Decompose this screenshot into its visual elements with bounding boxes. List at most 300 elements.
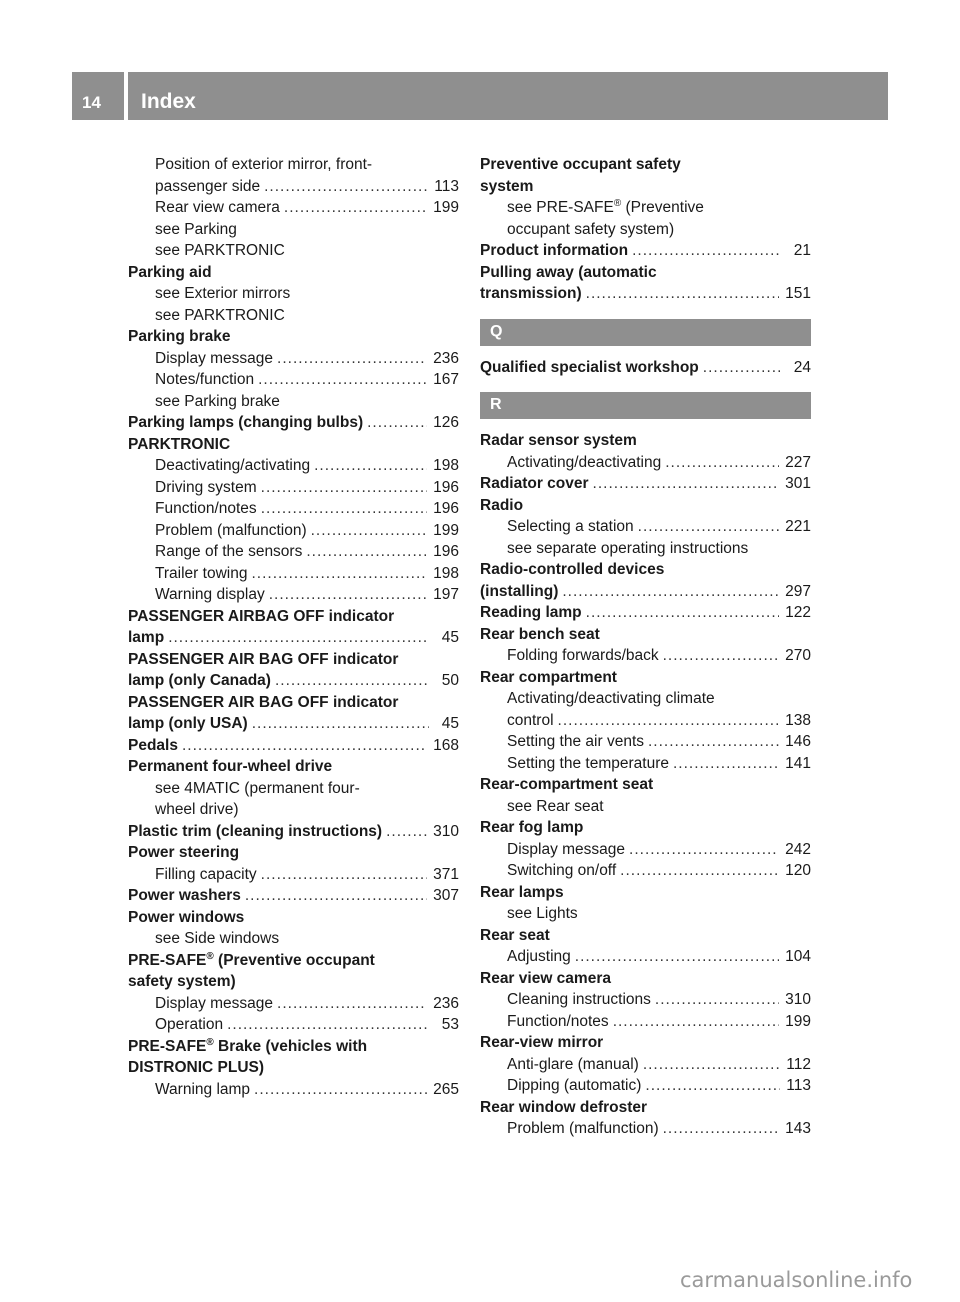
leader-dots (643, 1054, 780, 1076)
page-number: 14 (82, 93, 101, 112)
index-entry[interactable] (480, 602, 811, 624)
index-subentry (128, 283, 459, 305)
page-reference[interactable]: 242 (785, 840, 811, 858)
entry-text: Folding forwards/back (507, 647, 659, 664)
index-entry (480, 262, 811, 284)
leader-dots (261, 498, 427, 520)
leader-dots (638, 516, 779, 538)
entry-label (128, 821, 382, 843)
index-entry (480, 1097, 811, 1119)
index-entry (128, 1057, 459, 1079)
page-reference[interactable]: 45 (441, 629, 459, 646)
entry-text: Notes/function (155, 371, 255, 388)
entry-text: PASSENGER AIR BAG OFF indicator (128, 650, 399, 668)
index-subentry[interactable] (480, 452, 811, 474)
page-reference[interactable]: 112 (786, 1055, 811, 1073)
entry-text: Cleaning instructions (507, 991, 651, 1008)
leader-dots (613, 1011, 779, 1033)
entry-text: Power steering (128, 844, 240, 861)
page-reference[interactable]: 236 (433, 349, 459, 367)
page-reference[interactable]: 21 (793, 242, 811, 259)
entry-label (507, 219, 674, 241)
section-letter: Q (490, 322, 503, 340)
index-subentry[interactable] (128, 520, 459, 542)
entry-label (507, 688, 715, 710)
index-entry[interactable] (128, 821, 459, 843)
entry-label (128, 1057, 264, 1079)
entry-label (480, 559, 664, 581)
index-entry (480, 882, 811, 904)
entry-text: Function/notes (507, 1012, 609, 1030)
index-entry[interactable] (128, 735, 459, 757)
page-reference[interactable]: 104 (785, 948, 811, 965)
entry-label (480, 154, 681, 176)
entry-label (155, 240, 285, 262)
entry-text: Activating/deactivating climate (507, 690, 715, 707)
entry-label (480, 968, 611, 990)
index-subentry[interactable] (128, 993, 459, 1015)
leader-dots (284, 197, 427, 219)
entry-text: Rear bench seat (480, 625, 600, 643)
entry-text-continued: Brake (vehicles with (213, 1037, 368, 1055)
entry-label (507, 796, 604, 818)
page-reference[interactable]: 310 (433, 822, 459, 840)
entry-text: Function/notes (155, 500, 257, 517)
leader-dots (703, 357, 781, 379)
leader-dots (673, 753, 779, 775)
page-reference[interactable]: 141 (785, 754, 811, 772)
entry-text: Display message (155, 349, 274, 367)
leader-dots (663, 1118, 780, 1140)
index-subentry[interactable] (480, 989, 811, 1011)
page-reference[interactable]: 198 (433, 564, 459, 582)
entry-label (128, 1036, 367, 1058)
entry-label (155, 369, 254, 391)
index-entry (128, 1036, 459, 1058)
entry-label (155, 799, 239, 821)
entry-label (507, 645, 659, 667)
index-subentry[interactable] (128, 584, 459, 606)
index-subentry (128, 240, 459, 262)
entry-text: Radiator cover (480, 475, 589, 492)
entry-label (128, 262, 212, 284)
entry-text: Adjusting (507, 948, 571, 965)
index-entry (128, 842, 459, 864)
leader-dots (182, 735, 427, 757)
index-entry (480, 559, 811, 581)
page-reference[interactable]: 270 (785, 647, 811, 664)
index-subentry[interactable] (480, 645, 811, 667)
index-subentry (128, 928, 459, 950)
entry-label (128, 649, 398, 671)
index-entry (128, 950, 459, 972)
leader-dots (254, 1079, 427, 1101)
entry-text: occupant safety system) (507, 220, 675, 238)
entry-text: see PARKTRONIC (155, 242, 285, 259)
index-subentry (128, 799, 459, 821)
index-subentry[interactable] (480, 1075, 811, 1097)
index-entry (128, 606, 459, 628)
index-entry[interactable] (480, 473, 811, 495)
index-entry (128, 692, 459, 714)
entry-label (155, 348, 273, 370)
entry-label (128, 606, 394, 628)
index-subentry[interactable] (480, 946, 811, 968)
page-reference[interactable]: 227 (785, 453, 811, 471)
index-entry (128, 326, 459, 348)
entry-text: lamp (only USA) (128, 715, 248, 732)
entry-label (480, 240, 628, 262)
index-entry (480, 817, 811, 839)
leader-dots (386, 821, 427, 843)
page-reference[interactable]: 45 (441, 715, 459, 732)
entry-text: control (507, 711, 554, 729)
index-subentry[interactable] (480, 1118, 811, 1140)
entry-label (155, 1079, 250, 1101)
entry-text: Problem (malfunction) (507, 1120, 659, 1137)
page-reference[interactable]: 138 (785, 711, 811, 729)
index-entry (480, 1032, 811, 1054)
index-entry (480, 154, 811, 176)
leader-dots (275, 670, 429, 692)
page-reference[interactable]: 236 (433, 994, 459, 1012)
entry-label (155, 219, 237, 241)
page-reference[interactable]: 143 (785, 1120, 811, 1137)
index-subentry (480, 796, 811, 818)
index-subentry[interactable] (480, 731, 811, 753)
entry-label (155, 154, 372, 176)
entry-label (155, 283, 290, 305)
page-reference[interactable]: 307 (433, 887, 459, 904)
entry-label (480, 581, 558, 603)
index-entry (480, 430, 811, 452)
entry-text: Rear window defroster (480, 1098, 648, 1116)
entry-text: Setting the air vents (507, 733, 644, 750)
entry-text: Filling capacity (155, 865, 257, 883)
entry-text: system (480, 177, 534, 195)
leader-dots (314, 455, 427, 477)
entry-label (507, 839, 625, 861)
leader-dots (645, 1075, 780, 1097)
index-subentry (480, 219, 811, 241)
index-entry (480, 176, 811, 198)
page-title: Index (141, 90, 196, 113)
entry-label (155, 176, 260, 198)
entry-text: Radio (480, 496, 524, 514)
entry-label (480, 667, 617, 689)
entry-label (155, 928, 279, 950)
index-entry (128, 649, 459, 671)
entry-label (507, 946, 571, 968)
index-column-left (128, 154, 459, 1100)
page-reference[interactable]: 196 (433, 500, 459, 517)
entry-text: Pedals (128, 736, 178, 754)
index-subentry[interactable] (128, 477, 459, 499)
page-reference[interactable]: 371 (433, 865, 459, 883)
entry-label (480, 495, 523, 517)
entry-text: (installing) (480, 582, 559, 600)
entry-text: Anti-glare (manual) (507, 1055, 639, 1073)
registered-mark: ® (613, 198, 622, 209)
entry-text: see PARKTRONIC (155, 306, 285, 324)
index-subentry[interactable] (480, 1011, 811, 1033)
entry-label (507, 731, 644, 753)
entry-label (480, 1032, 603, 1054)
entry-text: Reading lamp (480, 604, 582, 621)
page-reference[interactable]: 265 (433, 1080, 459, 1098)
entry-label (155, 477, 257, 499)
page-reference[interactable]: 199 (785, 1012, 811, 1030)
entry-text: Selecting a station (507, 518, 634, 535)
entry-text: Preventive occupant safety (480, 156, 681, 173)
entry-label (480, 357, 699, 379)
page-reference[interactable]: 151 (785, 285, 811, 302)
entry-text: Radar sensor system (480, 432, 637, 449)
page-reference[interactable]: 196 (433, 478, 459, 496)
entry-text: Parking lamps (changing bulbs) (128, 414, 364, 431)
index-entry[interactable] (128, 412, 459, 434)
entry-text: PRE-SAFE (128, 1037, 207, 1055)
entry-text: see separate operating instructions (507, 539, 749, 557)
index-subentry[interactable] (128, 1079, 459, 1101)
index-subentry (128, 154, 459, 176)
index-subentry[interactable] (128, 176, 459, 198)
index-subentry[interactable] (128, 197, 459, 219)
index-subentry[interactable] (128, 369, 459, 391)
entry-text: see Exterior mirrors (155, 285, 291, 302)
entry-text: Warning lamp (155, 1080, 251, 1098)
page-reference[interactable]: 197 (433, 586, 459, 603)
index-subentry[interactable] (128, 348, 459, 370)
entry-label (480, 176, 533, 198)
entry-text: see Parking brake (155, 392, 280, 410)
index-subentry[interactable] (128, 1014, 459, 1036)
page-reference[interactable]: 126 (433, 414, 459, 431)
entry-text: Deactivating/activating (155, 457, 311, 474)
index-subentry[interactable] (480, 710, 811, 732)
leader-dots (629, 839, 779, 861)
entry-label (155, 993, 273, 1015)
entry-text: Display message (155, 994, 274, 1012)
leader-dots (586, 283, 779, 305)
entry-label (155, 498, 257, 520)
index-entry (128, 907, 459, 929)
index-entry (480, 495, 811, 517)
entry-label (507, 753, 669, 775)
index-entry[interactable] (128, 670, 459, 692)
leader-dots (227, 1014, 429, 1036)
entry-text: passenger side (155, 177, 261, 195)
entry-label (128, 885, 241, 907)
leader-dots (252, 713, 429, 735)
index-subentry (480, 903, 811, 925)
entry-label (480, 283, 582, 305)
leader-dots (562, 581, 779, 603)
page-reference[interactable]: 113 (434, 177, 459, 195)
leader-dots (655, 989, 779, 1011)
index-subentry (480, 538, 811, 560)
entry-label (507, 1118, 659, 1140)
entry-text: Parking aid (128, 263, 212, 281)
page-reference[interactable]: 122 (785, 604, 811, 621)
entry-text: Trailer towing (155, 564, 248, 582)
index-entry[interactable] (480, 240, 811, 262)
leader-dots (648, 731, 779, 753)
entry-text: lamp (128, 629, 165, 646)
leader-dots (251, 563, 427, 585)
page-reference[interactable]: 113 (786, 1077, 811, 1094)
entry-text: see Lights (507, 905, 578, 922)
entry-text: Rear compartment (480, 668, 617, 686)
index-entry (128, 262, 459, 284)
entry-text: Driving system (155, 478, 257, 496)
leader-dots (367, 412, 427, 434)
entry-text: Operation (155, 1016, 224, 1033)
section-letter-bar (480, 319, 811, 346)
leader-dots (620, 860, 779, 882)
entry-label (507, 903, 578, 925)
entry-text: Rear-view mirror (480, 1034, 604, 1051)
entry-text: Position of exterior mirror, front- (155, 156, 373, 173)
entry-text: Rear seat (480, 926, 550, 944)
entry-text: PRE-SAFE (128, 951, 207, 969)
entry-text: Rear fog lamp (480, 819, 584, 836)
section-letter-bar (480, 392, 811, 419)
index-entry (480, 624, 811, 646)
index-entry[interactable] (480, 283, 811, 305)
entry-label (480, 925, 550, 947)
entry-label (128, 756, 332, 778)
entry-label (480, 602, 582, 624)
leader-dots (575, 946, 779, 968)
index-entry[interactable] (128, 885, 459, 907)
index-entry[interactable] (480, 357, 811, 379)
index-subentry[interactable] (128, 864, 459, 886)
index-subentry (128, 778, 459, 800)
entry-text: Warning display (155, 586, 265, 603)
entry-text: PASSENGER AIRBAG OFF indicator (128, 607, 395, 625)
index-subentry[interactable] (480, 839, 811, 861)
page-reference[interactable]: 167 (433, 371, 459, 388)
index-column-right (480, 154, 811, 1140)
index-entry (480, 774, 811, 796)
page-reference[interactable]: 310 (785, 991, 811, 1008)
entry-text: Rear view camera (480, 969, 611, 987)
page-number-box (72, 72, 124, 120)
index-subentry[interactable] (128, 498, 459, 520)
index-subentry (128, 391, 459, 413)
leader-dots (306, 541, 427, 563)
entry-label (507, 989, 651, 1011)
entry-label (507, 1054, 639, 1076)
entry-label (128, 627, 164, 649)
entry-label (155, 541, 302, 563)
entry-text: wheel drive) (155, 801, 239, 818)
index-subentry[interactable] (128, 541, 459, 563)
page-reference[interactable]: 53 (441, 1016, 459, 1033)
index-subentry[interactable] (480, 1054, 811, 1076)
page-reference[interactable]: 168 (433, 736, 459, 754)
entry-label (507, 860, 616, 882)
entry-label (507, 710, 554, 732)
entry-label (480, 1097, 647, 1119)
entry-text: Range of the sensors (155, 543, 303, 560)
index-subentry (128, 219, 459, 241)
index-entry[interactable] (128, 713, 459, 735)
entry-label (480, 473, 589, 495)
index-subentry[interactable] (480, 860, 811, 882)
page-header (72, 72, 888, 120)
entry-text: see Side windows (155, 930, 280, 947)
page-reference[interactable]: 198 (433, 457, 459, 474)
index-subentry[interactable] (128, 455, 459, 477)
entry-text-continued: (Preventive (621, 199, 704, 216)
index-entry[interactable] (128, 627, 459, 649)
entry-text: lamp (only Canada) (128, 672, 271, 689)
index-entry (480, 968, 811, 990)
entry-label (155, 520, 307, 542)
leader-dots (665, 452, 779, 474)
leader-dots (632, 240, 781, 262)
page-reference[interactable]: 199 (433, 199, 459, 216)
index-subentry[interactable] (480, 516, 811, 538)
watermark: carmanualsonline.info (680, 1268, 913, 1292)
page-reference[interactable]: 199 (433, 521, 459, 539)
entry-text: PARKTRONIC (128, 435, 231, 453)
registered-mark: ® (206, 1036, 214, 1048)
entry-text: safety system) (128, 973, 236, 990)
entry-text: see 4MATIC (permanent four- (155, 779, 360, 797)
page-reference[interactable]: 146 (785, 733, 811, 750)
registered-mark: ® (206, 950, 214, 962)
entry-text: Product information (480, 242, 629, 259)
leader-dots (264, 176, 428, 198)
index-entry[interactable] (480, 581, 811, 603)
index-entry (480, 667, 811, 689)
entry-text: PASSENGER AIR BAG OFF indicator (128, 693, 399, 711)
entry-label (128, 713, 248, 735)
page-reference[interactable]: 297 (785, 582, 811, 600)
page-reference[interactable]: 196 (433, 543, 459, 560)
index-subentry[interactable] (480, 753, 811, 775)
entry-label (128, 412, 363, 434)
entry-label (480, 430, 637, 452)
index-subentry[interactable] (128, 563, 459, 585)
entry-label (128, 735, 178, 757)
page-reference[interactable]: 120 (785, 862, 811, 879)
entry-text: Qualified specialist workshop (480, 358, 699, 376)
entry-label (155, 197, 280, 219)
header-title-bar (128, 72, 888, 120)
page-reference[interactable]: 301 (785, 475, 811, 492)
entry-label (507, 516, 634, 538)
entry-text: Activating/deactivating (507, 453, 662, 471)
page-reference[interactable]: 221 (785, 518, 811, 535)
entry-label (480, 262, 657, 284)
leader-dots (168, 627, 429, 649)
page-reference[interactable]: 50 (441, 672, 459, 689)
entry-label (480, 774, 653, 796)
entry-label (128, 950, 375, 972)
entry-text: Permanent four-wheel drive (128, 758, 333, 775)
entry-label (128, 692, 398, 714)
leader-dots (261, 477, 427, 499)
index-entry (128, 756, 459, 778)
entry-label (507, 452, 661, 474)
entry-text: see Parking (155, 220, 237, 238)
entry-text: Dipping (automatic) (507, 1077, 642, 1094)
page-reference[interactable]: 24 (793, 358, 811, 376)
